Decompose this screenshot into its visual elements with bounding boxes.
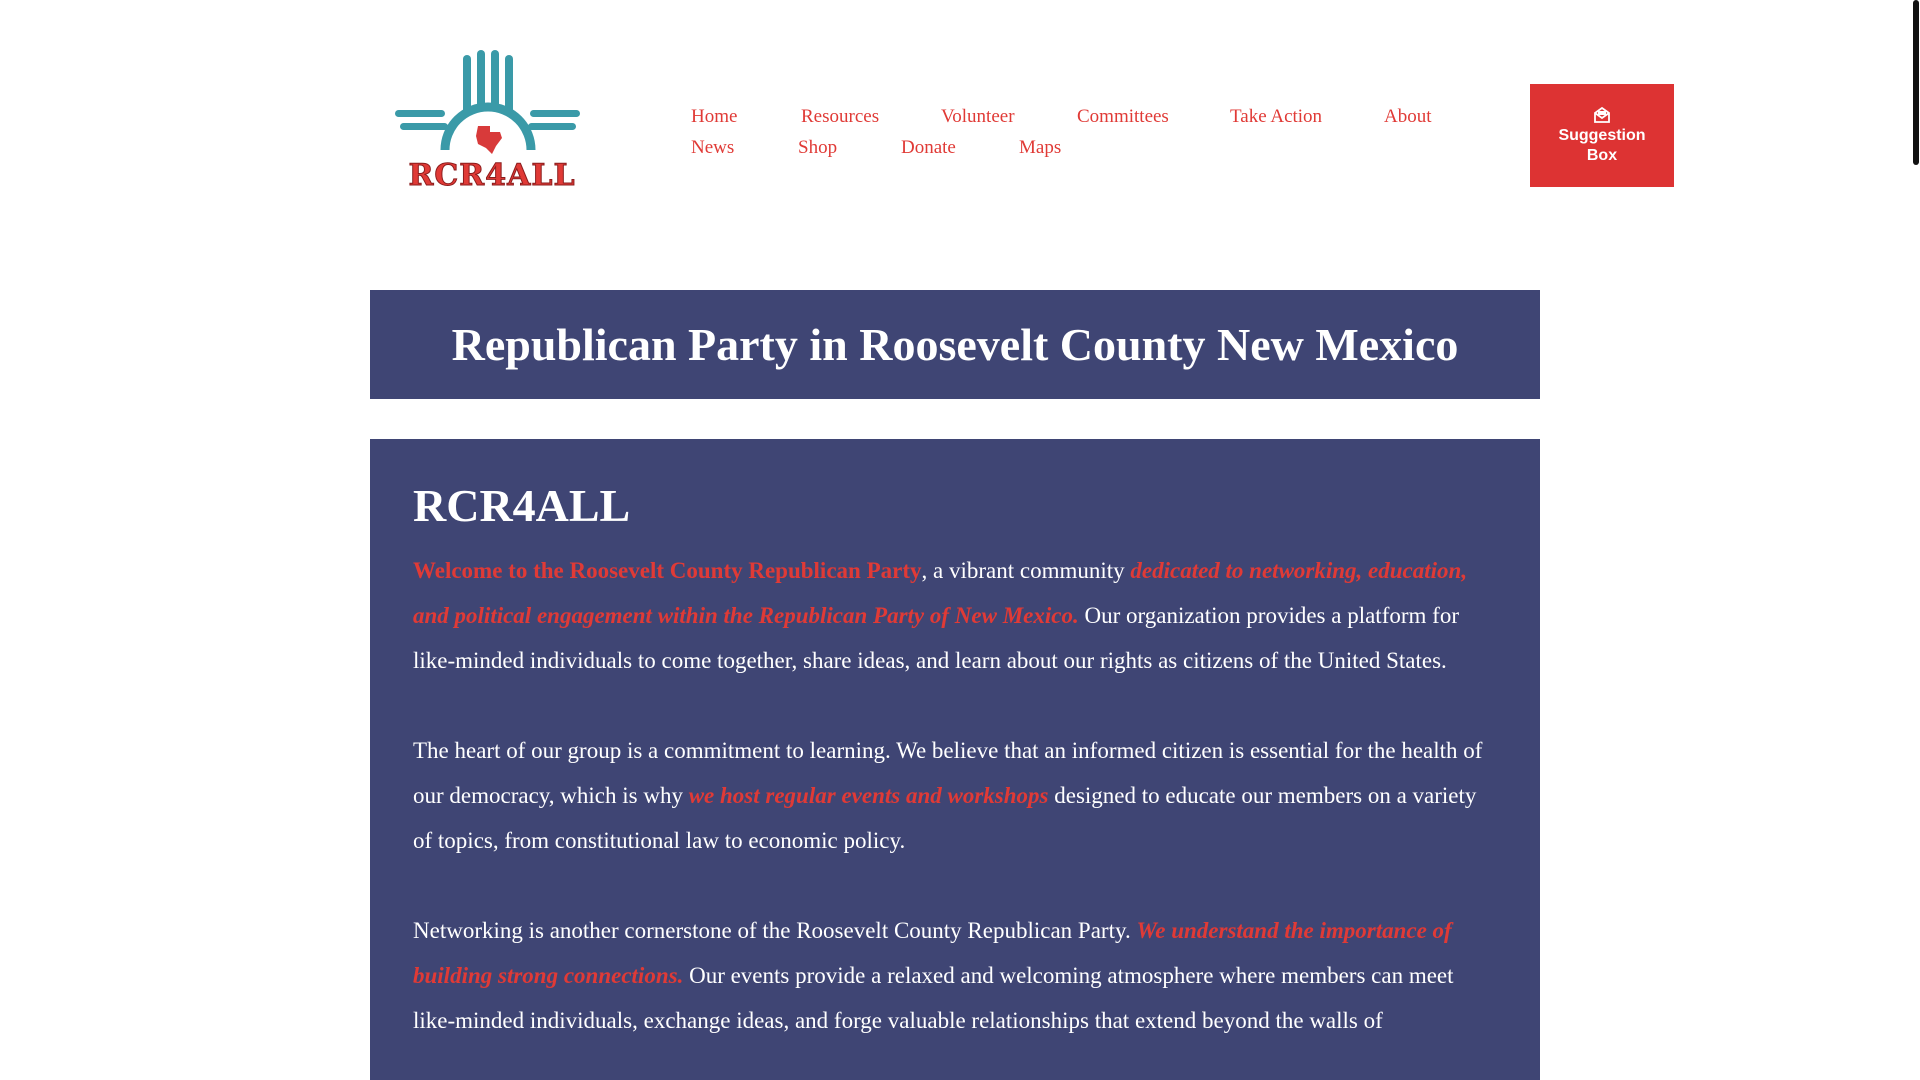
nav-link-about[interactable]: About (1384, 106, 1432, 127)
nav-link-resources[interactable]: Resources (801, 106, 880, 127)
page-title: Republican Party in Roosevelt County New Mexico (451, 319, 1459, 370)
nav-link-home[interactable]: Home (691, 106, 738, 127)
text-fragment: Networking is another cornerstone of the Roosevelt County Republican Party. (413, 918, 1137, 943)
paragraph-welcome (413, 548, 1495, 683)
nav-link-volunteer[interactable]: Volunteer (941, 106, 1015, 127)
nav-link-donate[interactable]: Donate (901, 137, 956, 158)
page-scrollbar[interactable] (1912, 0, 1920, 1080)
nav-link-committees[interactable]: Committees (1077, 106, 1169, 127)
nav-row-1 (691, 106, 1491, 137)
highlight-connections: We understand the importance of building strong connections. (413, 918, 1452, 988)
envelope-open-icon (1593, 106, 1611, 124)
section-heading: RCR4ALL (413, 480, 631, 531)
paragraph-networking (413, 908, 1495, 1043)
suggestion-box-label: Suggestion Box (1558, 126, 1646, 164)
about-section (370, 439, 1540, 1080)
about-content (413, 479, 1495, 1080)
site-logo[interactable] (390, 50, 590, 200)
highlight-events: we host regular events and workshops (688, 783, 1049, 808)
text-fragment: , a vibrant community (921, 558, 1131, 583)
scrollbar-thumb[interactable] (1913, 0, 1919, 165)
text-fragment: Our organization provides a platform for like-minded individuals to come together, share ideas, and learn about our rights as citizens of the United States. (413, 603, 1459, 673)
text-fragment: Our events provide a relaxed and welcoming atmosphere where members can meet like-minded individuals, exchange ideas, and forge valuable relationships that extend beyond the walls of (413, 963, 1454, 1033)
nav-link-shop[interactable]: Shop (798, 137, 838, 158)
text-fragment: designed to educate our members on a variety of topics, from constitutional law to economic policy. (413, 783, 1477, 853)
highlight-welcome: Welcome to the Roosevelt County Republican Party (413, 558, 922, 583)
suggestion-box-button[interactable] (1530, 84, 1674, 187)
title-banner (370, 290, 1540, 399)
logo-text: RCR4ALL (408, 158, 576, 193)
nav-link-news[interactable]: News (691, 137, 735, 158)
nav-link-take-action[interactable]: Take Action (1230, 106, 1323, 127)
nav-row-2 (691, 137, 1491, 168)
highlight-dedicated: dedicated to networking, education, and political engagement within the Republican Party of New Mexico. (413, 558, 1468, 628)
main-nav (691, 106, 1491, 168)
paragraph-learning (413, 728, 1495, 863)
text-fragment: The heart of our group is a commitment to learning. We believe that an informed citizen is essential for the health of our democracy, which is why (413, 738, 1483, 808)
nav-link-maps[interactable]: Maps (1019, 137, 1062, 158)
